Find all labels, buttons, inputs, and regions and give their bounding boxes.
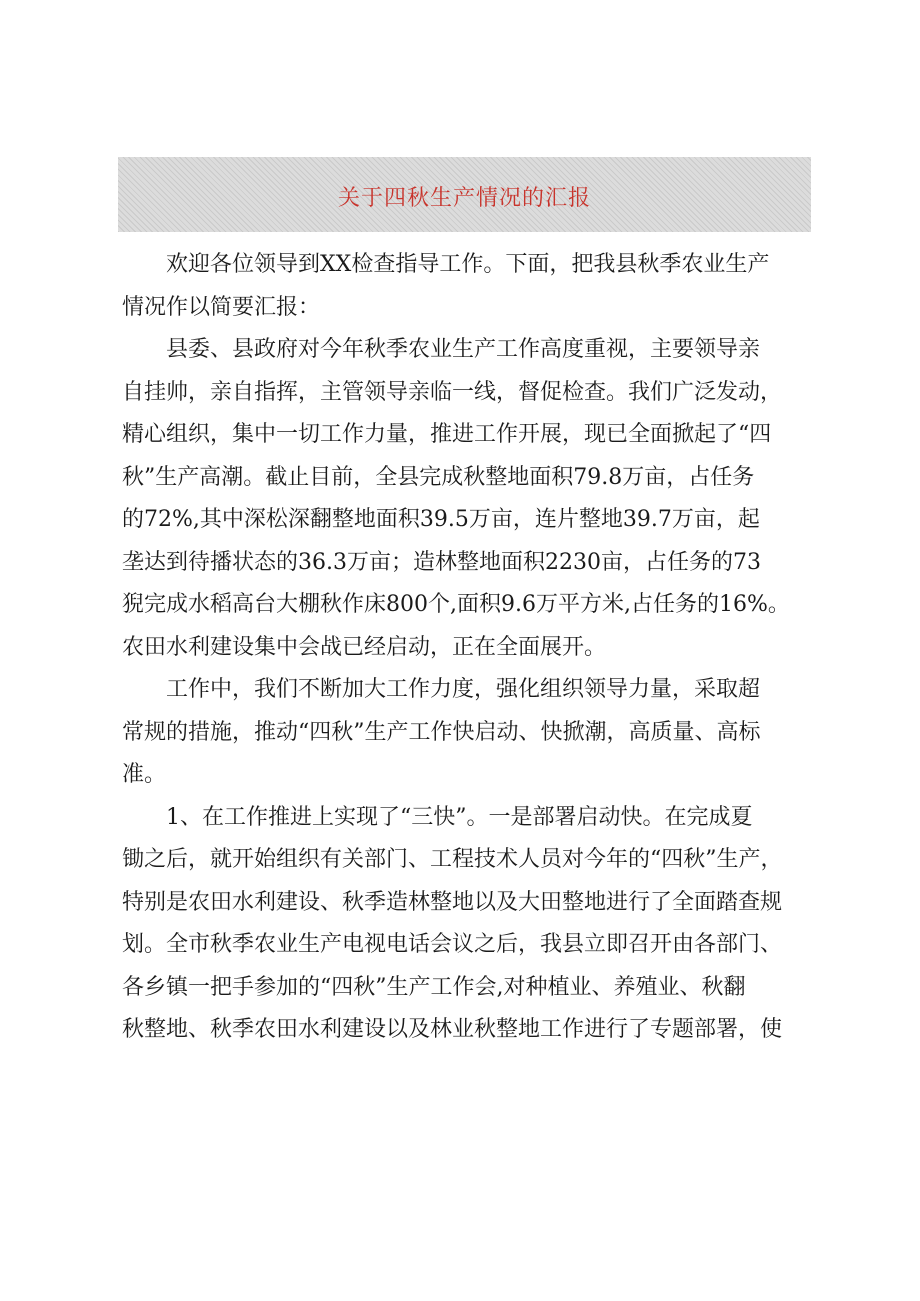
paragraph-line: 的72%,其中深松深翻整地面积39.5万亩，连片整地39.7万亩，起 <box>122 507 760 532</box>
paragraph-4 <box>122 797 822 1052</box>
paragraph-2 <box>122 329 822 669</box>
paragraph-line: 猊完成水稻高台大棚秋作床800个,面积9.6万平方米,占任务的16%。 <box>122 592 790 617</box>
paragraph-line: 划。全市秋季农业生产电视电话会议之后，我县立即召开由各部门、 <box>122 932 783 957</box>
title-banner <box>118 157 811 232</box>
paragraph-line: 工作中，我们不断加大工作力度，强化组织领导力量，采取超 <box>166 677 761 702</box>
paragraph-line: 秋整地、秋季农田水利建设以及林业秋整地工作进行了专题部署，使 <box>122 1017 783 1042</box>
paragraph-line: 精心组织，集中一切工作力量，推进工作开展，现已全面掀起了“四 <box>122 422 772 447</box>
paragraph-line: 农田水利建设集中会战已经启动，正在全面展开。 <box>122 634 607 660</box>
paragraph-line: 秋”生产高潮。截止目前，全县完成秋整地面积79.8万亩，占任务 <box>122 464 755 490</box>
paragraph-line: 自挂帅，亲自指挥，主管领导亲临一线，督促检查。我们广泛发动， <box>122 379 783 405</box>
paragraph-line: 特别是农田水利建设、秋季造林整地以及大田整地进行了全面踏查规 <box>122 889 783 915</box>
paragraph-line: 情况作以简要汇报： <box>122 294 321 320</box>
paragraph-line: 1、在工作推进上实现了“三快”。一是部署启动快。在完成夏 <box>166 804 753 830</box>
document-title: 关于四秋生产情况的汇报 <box>337 186 591 211</box>
paragraph-line: 常规的措施，推动“四秋”生产工作快启动、快掀潮，高质量、高标 <box>122 719 761 745</box>
paragraph-line: 准。 <box>122 762 167 787</box>
paragraph-1 <box>122 244 822 329</box>
paragraph-line: 欢迎各位领导到XX检查指导工作。下面，把我县秋季农业生产 <box>166 252 770 277</box>
paragraph-3 <box>122 669 822 797</box>
paragraph-line: 锄之后，就开始组织有关部门、工程技术人员对今年的“四秋”生产， <box>122 847 783 872</box>
document-body <box>122 244 822 1052</box>
paragraph-line: 县委、县政府对今年秋季农业生产工作高度重视，主要领导亲 <box>166 337 761 362</box>
paragraph-line: 垄达到待播状态的36.3万亩；造林整地面积2230亩，占任务的73 <box>122 549 761 575</box>
paragraph-line: 各乡镇一把手参加的“四秋”生产工作会,对种植业、养殖业、秋翻 <box>122 974 746 1000</box>
